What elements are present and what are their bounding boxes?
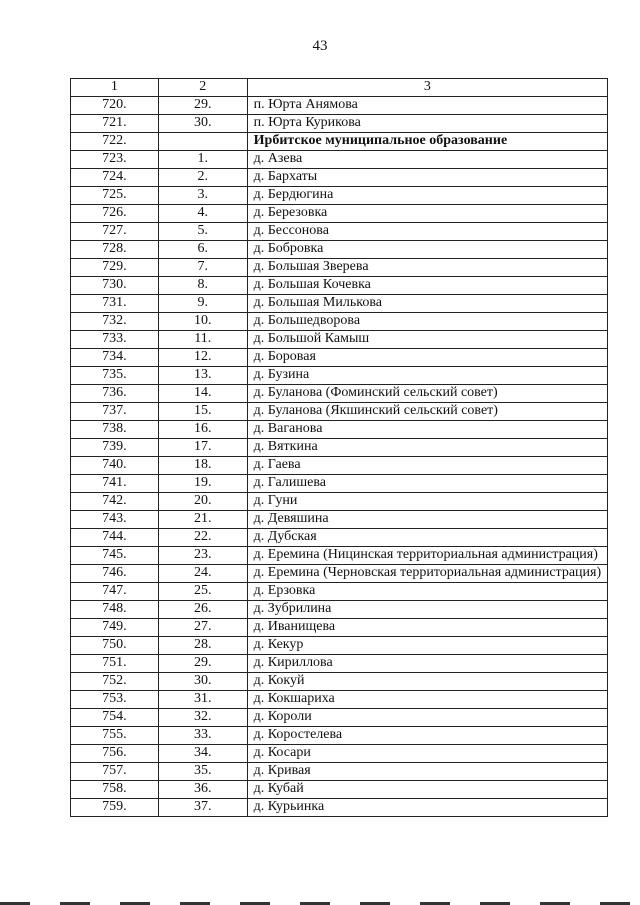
row-sub-number: 21. [158, 511, 247, 529]
row-number: 728. [71, 241, 159, 259]
row-number: 737. [71, 403, 159, 421]
settlement-name: п. Юрта Курикова [247, 115, 607, 133]
settlement-name: д. Бердюгина [247, 187, 607, 205]
row-number: 721. [71, 115, 159, 133]
table-row [71, 187, 608, 205]
table-row [71, 115, 608, 133]
row-number: 736. [71, 385, 159, 403]
table-row [71, 547, 608, 565]
table-row [71, 619, 608, 637]
settlement-name: д. Бессонова [247, 223, 607, 241]
settlement-name: д. Большая Зверева [247, 259, 607, 277]
row-sub-number: 30. [158, 673, 247, 691]
settlement-name: д. Косари [247, 745, 607, 763]
settlement-name: д. Кокуй [247, 673, 607, 691]
row-sub-number: 6. [158, 241, 247, 259]
row-sub-number: 11. [158, 331, 247, 349]
row-sub-number: 12. [158, 349, 247, 367]
row-number: 744. [71, 529, 159, 547]
row-sub-number: 37. [158, 799, 247, 817]
row-sub-number: 4. [158, 205, 247, 223]
row-number: 726. [71, 205, 159, 223]
row-number: 743. [71, 511, 159, 529]
row-number: 724. [71, 169, 159, 187]
settlement-name: д. Бархаты [247, 169, 607, 187]
row-number: 740. [71, 457, 159, 475]
row-number: 741. [71, 475, 159, 493]
table-row [71, 529, 608, 547]
settlement-name: д. Боровая [247, 349, 607, 367]
row-sub-number: 25. [158, 583, 247, 601]
row-number: 729. [71, 259, 159, 277]
header-col-1: 1 [71, 79, 159, 97]
page-number: 43 [312, 38, 328, 54]
row-sub-number: 33. [158, 727, 247, 745]
row-sub-number: 3. [158, 187, 247, 205]
settlement-name: д. Вяткина [247, 439, 607, 457]
row-sub-number: 5. [158, 223, 247, 241]
row-number: 747. [71, 583, 159, 601]
settlement-name: д. Кириллова [247, 655, 607, 673]
settlement-name: д. Кекур [247, 637, 607, 655]
row-sub-number: 15. [158, 403, 247, 421]
row-number: 750. [71, 637, 159, 655]
table-row [71, 583, 608, 601]
header-col-2: 2 [158, 79, 247, 97]
settlement-name: д. Большедворова [247, 313, 607, 331]
table-row [71, 169, 608, 187]
settlement-name: д. Буланова (Фоминский сельский совет) [247, 385, 607, 403]
row-sub-number: 30. [158, 115, 247, 133]
row-number: 748. [71, 601, 159, 619]
row-sub-number: 13. [158, 367, 247, 385]
row-sub-number: 14. [158, 385, 247, 403]
table-row [71, 259, 608, 277]
row-number: 759. [71, 799, 159, 817]
settlement-name: д. Еремина (Черновская территориальная администрация) [247, 565, 607, 583]
row-number: 727. [71, 223, 159, 241]
row-sub-number: 7. [158, 259, 247, 277]
row-number: 751. [71, 655, 159, 673]
row-number: 746. [71, 565, 159, 583]
row-sub-number: 16. [158, 421, 247, 439]
row-number: 732. [71, 313, 159, 331]
row-number: 754. [71, 709, 159, 727]
row-number: 752. [71, 673, 159, 691]
row-number: 730. [71, 277, 159, 295]
row-number: 753. [71, 691, 159, 709]
settlement-name: д. Дубская [247, 529, 607, 547]
settlement-name: д. Ваганова [247, 421, 607, 439]
municipality-heading: Ирбитское муниципальное образование [247, 133, 607, 151]
table-body [71, 97, 608, 817]
row-number: 731. [71, 295, 159, 313]
settlement-name: д. Иванищева [247, 619, 607, 637]
table-row [71, 763, 608, 781]
row-number: 757. [71, 763, 159, 781]
row-number: 722. [71, 133, 159, 151]
row-number: 758. [71, 781, 159, 799]
settlement-name: д. Азева [247, 151, 607, 169]
row-number: 733. [71, 331, 159, 349]
row-sub-number: 9. [158, 295, 247, 313]
settlement-name: д. Березовка [247, 205, 607, 223]
row-sub-number: 2. [158, 169, 247, 187]
table-row [71, 277, 608, 295]
table-row [71, 439, 608, 457]
table-row [71, 133, 608, 151]
row-number: 739. [71, 439, 159, 457]
row-sub-number: 22. [158, 529, 247, 547]
table-row [71, 601, 608, 619]
row-number: 725. [71, 187, 159, 205]
table-row [71, 781, 608, 799]
row-sub-number: 32. [158, 709, 247, 727]
row-number: 720. [71, 97, 159, 115]
settlement-name: д. Гуни [247, 493, 607, 511]
row-number: 738. [71, 421, 159, 439]
table-row [71, 223, 608, 241]
table-row [71, 241, 608, 259]
table-row [71, 727, 608, 745]
table-row [71, 421, 608, 439]
table-row [71, 97, 608, 115]
table-row [71, 151, 608, 169]
row-number: 749. [71, 619, 159, 637]
table-row [71, 475, 608, 493]
settlement-name: д. Еремина (Ницинская территориальная администрация) [247, 547, 607, 565]
settlements-table [70, 78, 608, 817]
table-row [71, 367, 608, 385]
table-row [71, 637, 608, 655]
header-row [71, 79, 608, 97]
table-row [71, 313, 608, 331]
table-header [71, 79, 608, 97]
row-sub-number: 34. [158, 745, 247, 763]
settlement-name: д. Кокшариха [247, 691, 607, 709]
row-sub-number: 20. [158, 493, 247, 511]
row-sub-number: 27. [158, 619, 247, 637]
row-sub-number: 17. [158, 439, 247, 457]
table-row [71, 511, 608, 529]
settlement-name: д. Кубай [247, 781, 607, 799]
row-sub-number: 19. [158, 475, 247, 493]
table-row [71, 493, 608, 511]
row-sub-number: 31. [158, 691, 247, 709]
table-row [71, 349, 608, 367]
row-number: 734. [71, 349, 159, 367]
settlement-name: д. Гаева [247, 457, 607, 475]
table-row [71, 403, 608, 421]
table-row [71, 457, 608, 475]
settlement-name: д. Бобровка [247, 241, 607, 259]
settlement-name: д. Большой Камыш [247, 331, 607, 349]
header-col-3: 3 [247, 79, 607, 97]
row-number: 742. [71, 493, 159, 511]
table-row [71, 295, 608, 313]
row-sub-number: 1. [158, 151, 247, 169]
table-row [71, 691, 608, 709]
settlement-name: д. Ерзовка [247, 583, 607, 601]
row-sub-number [158, 133, 247, 151]
row-number: 755. [71, 727, 159, 745]
settlement-name: д. Кривая [247, 763, 607, 781]
table-row [71, 655, 608, 673]
settlement-name: д. Коростелева [247, 727, 607, 745]
row-sub-number: 29. [158, 97, 247, 115]
row-sub-number: 24. [158, 565, 247, 583]
row-number: 745. [71, 547, 159, 565]
row-number: 723. [71, 151, 159, 169]
settlement-name: д. Девяшина [247, 511, 607, 529]
table-row [71, 745, 608, 763]
row-sub-number: 29. [158, 655, 247, 673]
row-sub-number: 18. [158, 457, 247, 475]
row-number: 756. [71, 745, 159, 763]
row-sub-number: 36. [158, 781, 247, 799]
row-sub-number: 26. [158, 601, 247, 619]
settlement-name: д. Короли [247, 709, 607, 727]
settlement-name: д. Галишева [247, 475, 607, 493]
table-row [71, 709, 608, 727]
settlement-name: д. Буланова (Якшинский сельский совет) [247, 403, 607, 421]
table-row [71, 205, 608, 223]
table-row [71, 565, 608, 583]
table-row [71, 673, 608, 691]
row-sub-number: 23. [158, 547, 247, 565]
settlement-name: д. Бузина [247, 367, 607, 385]
settlement-name: д. Курьинка [247, 799, 607, 817]
row-sub-number: 8. [158, 277, 247, 295]
settlement-name: д. Большая Кочевка [247, 277, 607, 295]
settlement-name: д. Зубрилина [247, 601, 607, 619]
table-row [71, 331, 608, 349]
table-row [71, 799, 608, 817]
row-sub-number: 35. [158, 763, 247, 781]
row-sub-number: 10. [158, 313, 247, 331]
row-sub-number: 28. [158, 637, 247, 655]
table-row [71, 385, 608, 403]
row-number: 735. [71, 367, 159, 385]
settlement-name: д. Большая Милькова [247, 295, 607, 313]
settlement-name: п. Юрта Анямова [247, 97, 607, 115]
